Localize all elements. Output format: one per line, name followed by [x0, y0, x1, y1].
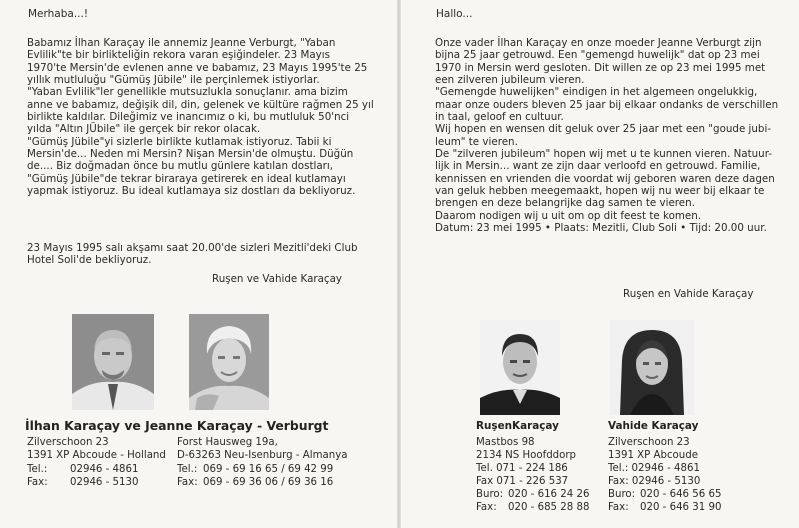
turkish-paragraph-1: Babamız İlhan Karaçay ile annemiz Jeanne Verburgt, "Yaban Evlilik"te bir birlikteliğin rekora varan eşiğindeler. 23 Mayıs 1970'te Mersin'de evlenen anne ve babamız, 23 Mayıs 1995'te 25 yıllık mutluluğu "Gümüş Jübile" ile perçinlemek istiyorlar. "Yaban Evlilik"ler genellikle mutsuzlukla sonuçlanır. ama bizim anne ve babamız, değişik dil, din, gelenek ve kültüre rağmen 25 yıl birlikte kaldılar. Dileğimiz ve inancımız o ki, bu mutluluk 50'nci yılda "Altın JÜbile" ile gerçek bir rekor olacak. "Gümüş Jübile"yi sizlerle birlikte kutlamak istiyoruz. Tabii ki Mersin'de... Neden mi Mersin? Nişan Mersin'de olmuştu. Düğün de.... Biz doğmadan önce bu mutlu günlere katılan dostları, "Gümüş Jübile"de tekrar biraraya getirerek en ideal kutlamayı yapmak istiyoruz. Bu ideal kutlamaya siz dostları da bekliyoruz. [27, 37, 374, 198]
address-daughter: Zilverschoon 23 1391 XP Abcoude Tel.: 02946 - 4861 Fax: 02946 - 5130 Buro: 020 - 646 56 65 Fax: 020 - 646 31 90 [608, 437, 722, 514]
address-germany: Forst Hausweg 19a, D-63263 Neu-Isenburg - Almanya Tel.: 069 - 69 16 65 / 69 42 99 Fax: 069 - 69 36 06 / 69 36 16 [177, 437, 348, 489]
turkish-signature: Ruşen ve Vahide Karaçay [212, 273, 342, 285]
dutch-paragraph: Onze vader İlhan Karaçay en onze moeder Jeanne Verburgt zijn bijna 25 jaar getrouwd. Een "gemengd huwelijk" dat op 23 mei 1970 in Mersin werd gesloten. Dit willen ze op 23 mei 1995 met een zilveren jubileum vieren. "Gemengde huwelijken" eindigen in het algemeen ongelukkig, maar onze ouders bleven 25 jaar bij elkaar ondanks de verschillen in taal, geloof en cultuur. Wij hopen en wensen dit geluk over 25 jaar met een "goude jubi- leum" te vieren. De "zilveren jubileum" hopen wij met u te kunnen vieren. Natuur- lijk in Mersin... want ze zijn daar verloofd en getrouwd. Familie, kennissen en vrienden die voordat wij geboren waren deze dagen van geluk hebben meegemaakt, hopen wij nu weer bij elkaar te brengen en deze belangrijke dag samen te vieren. Daarom nodigen wij u uit om op dit feest te komen. Datum: 23 mei 1995 • Plaats: Mezitli, Club Soli • Tijd: 20.00 uur. [435, 37, 779, 235]
photo-father [72, 314, 154, 410]
address-son: Mastbos 98 2134 NS Hoofddorp Tel. 071 - 224 186 Fax 071 - 226 537 Buro: 020 - 616 24 26 Fax: 020 - 685 28 88 [476, 437, 590, 514]
address-holland: Zilverschoon 23 1391 XP Abcoude - Holland Tel.: 02946 - 4861 Fax: 02946 - 5130 [27, 437, 166, 489]
dutch-greeting: Hallo... [436, 8, 473, 20]
daughter-name: Vahide Karaçay [608, 420, 699, 432]
photo-mother [189, 314, 269, 410]
couple-name: İlhan Karaçay ve Jeanne Karaçay - Verburgt [25, 418, 329, 433]
son-name: RuşenKaraçay [476, 420, 559, 432]
turkish-paragraph-2: 23 Mayıs 1995 salı akşamı saat 20.00'de sizleri Mezitli'deki Club Hotel Soli'de bekliyoruz. [27, 242, 358, 267]
photo-daughter [610, 320, 694, 415]
photo-son [480, 320, 560, 415]
page-fold [397, 0, 401, 528]
turkish-greeting: Merhaba...! [28, 8, 89, 20]
dutch-signature: Ruşen en Vahide Karaçay [623, 288, 754, 300]
